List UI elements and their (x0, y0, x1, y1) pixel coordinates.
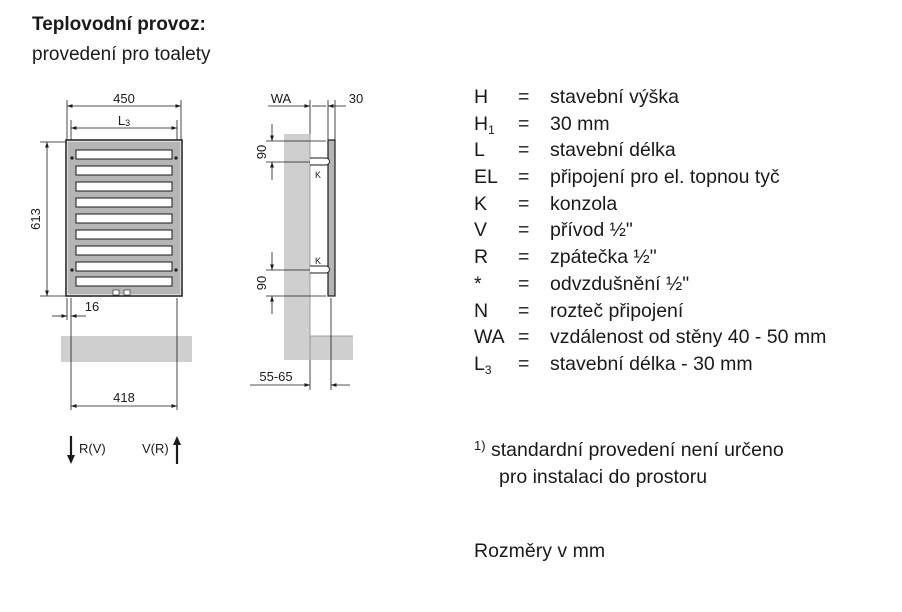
connection-distance-label: 418 (113, 390, 135, 405)
return-arrow (67, 436, 75, 464)
legend-symbol: H (474, 86, 489, 108)
bracket-top-label: K (315, 170, 322, 180)
legend-equals: = (518, 272, 530, 295)
legend-description: zpátečka ½" (550, 246, 657, 269)
bracket-top (310, 158, 330, 165)
legend-equals: = (518, 166, 530, 189)
legend-description: vzdálenost od stěny 40 - 50 mm (550, 326, 827, 349)
legend-symbol: N (474, 299, 489, 322)
radiator-rail (76, 246, 172, 255)
legend-equals: = (518, 86, 530, 108)
wall-shade (284, 134, 310, 360)
legend-equals: = (518, 352, 530, 375)
return-label: R(V) (79, 441, 106, 456)
l3-label: L3 (117, 113, 131, 128)
legend-description: konzola (550, 192, 618, 215)
legend-symbol: EL (474, 166, 498, 189)
bottom-offset-label: 90 (254, 275, 269, 291)
legend-description: přívod ½" (550, 219, 633, 242)
front-view (28, 91, 192, 464)
supply-label: V(R) (142, 441, 169, 456)
width-label: 450 (113, 91, 135, 106)
footnote-marker: 1) (474, 438, 486, 453)
legend-symbol: R (474, 246, 489, 269)
radiator-rail (76, 182, 172, 191)
legend-symbol: K (474, 192, 488, 215)
radiator-rail (76, 150, 172, 159)
radiator-rail (76, 166, 172, 175)
radiator-rail (76, 214, 172, 223)
radiator-rail (76, 230, 172, 239)
legend-description: připojení pro el. topnou tyč (550, 166, 780, 189)
legend-equals: = (518, 219, 530, 242)
legend-description: 30 mm (550, 112, 610, 135)
footnote-line-1: standardní provedení není určeno (490, 439, 784, 461)
legend-description: stavební výška (550, 86, 679, 108)
legend-description: rozteč připojení (550, 299, 684, 322)
radiator-rail (76, 277, 172, 286)
legend-symbol: L (474, 139, 485, 162)
legend-description: stavební délka (550, 139, 676, 162)
radiator-rail (76, 262, 172, 271)
offset-label: 16 (84, 299, 100, 314)
legend-equals: = (518, 112, 530, 135)
floor-shade-side (310, 336, 353, 360)
supply-arrow (173, 436, 181, 464)
legend-equals: = (518, 139, 530, 162)
legend-symbol: V (474, 219, 488, 242)
legend-symbol: $H_1$ (474, 112, 495, 137)
radiator-rail (76, 198, 172, 207)
legend-equals: = (518, 246, 530, 269)
wa-label: WA (270, 91, 292, 106)
page-subtitle: provedení pro toalety (32, 44, 211, 65)
footnote-line-2: pro instalaci do prostoru (499, 466, 708, 488)
units-note: Rozměry v mm (474, 540, 606, 562)
bracket-bottom-label: K (315, 256, 322, 266)
radiator-front (66, 140, 182, 296)
top-offset-label: 90 (254, 144, 269, 160)
legend-symbol: $L_3$ (474, 352, 492, 377)
bracket-bottom (310, 266, 330, 273)
legend-symbol: * (474, 272, 482, 295)
floor-shade (61, 336, 192, 362)
height-label: 613 (28, 208, 43, 230)
legend-description: odvzdušnění ½" (550, 272, 690, 295)
depth-label: 30 (348, 91, 364, 106)
side-view (250, 91, 363, 390)
legend-equals: = (518, 299, 530, 322)
legend-description: stavební délka - 30 mm (550, 352, 753, 375)
legend-symbol: WA (474, 326, 505, 349)
page-title: Teplovodní provoz: (32, 14, 206, 35)
legend-equals: = (518, 326, 530, 349)
wall-gap-label: 55-65 (259, 369, 293, 384)
footnote (474, 432, 784, 491)
legend-equals: = (518, 192, 530, 215)
